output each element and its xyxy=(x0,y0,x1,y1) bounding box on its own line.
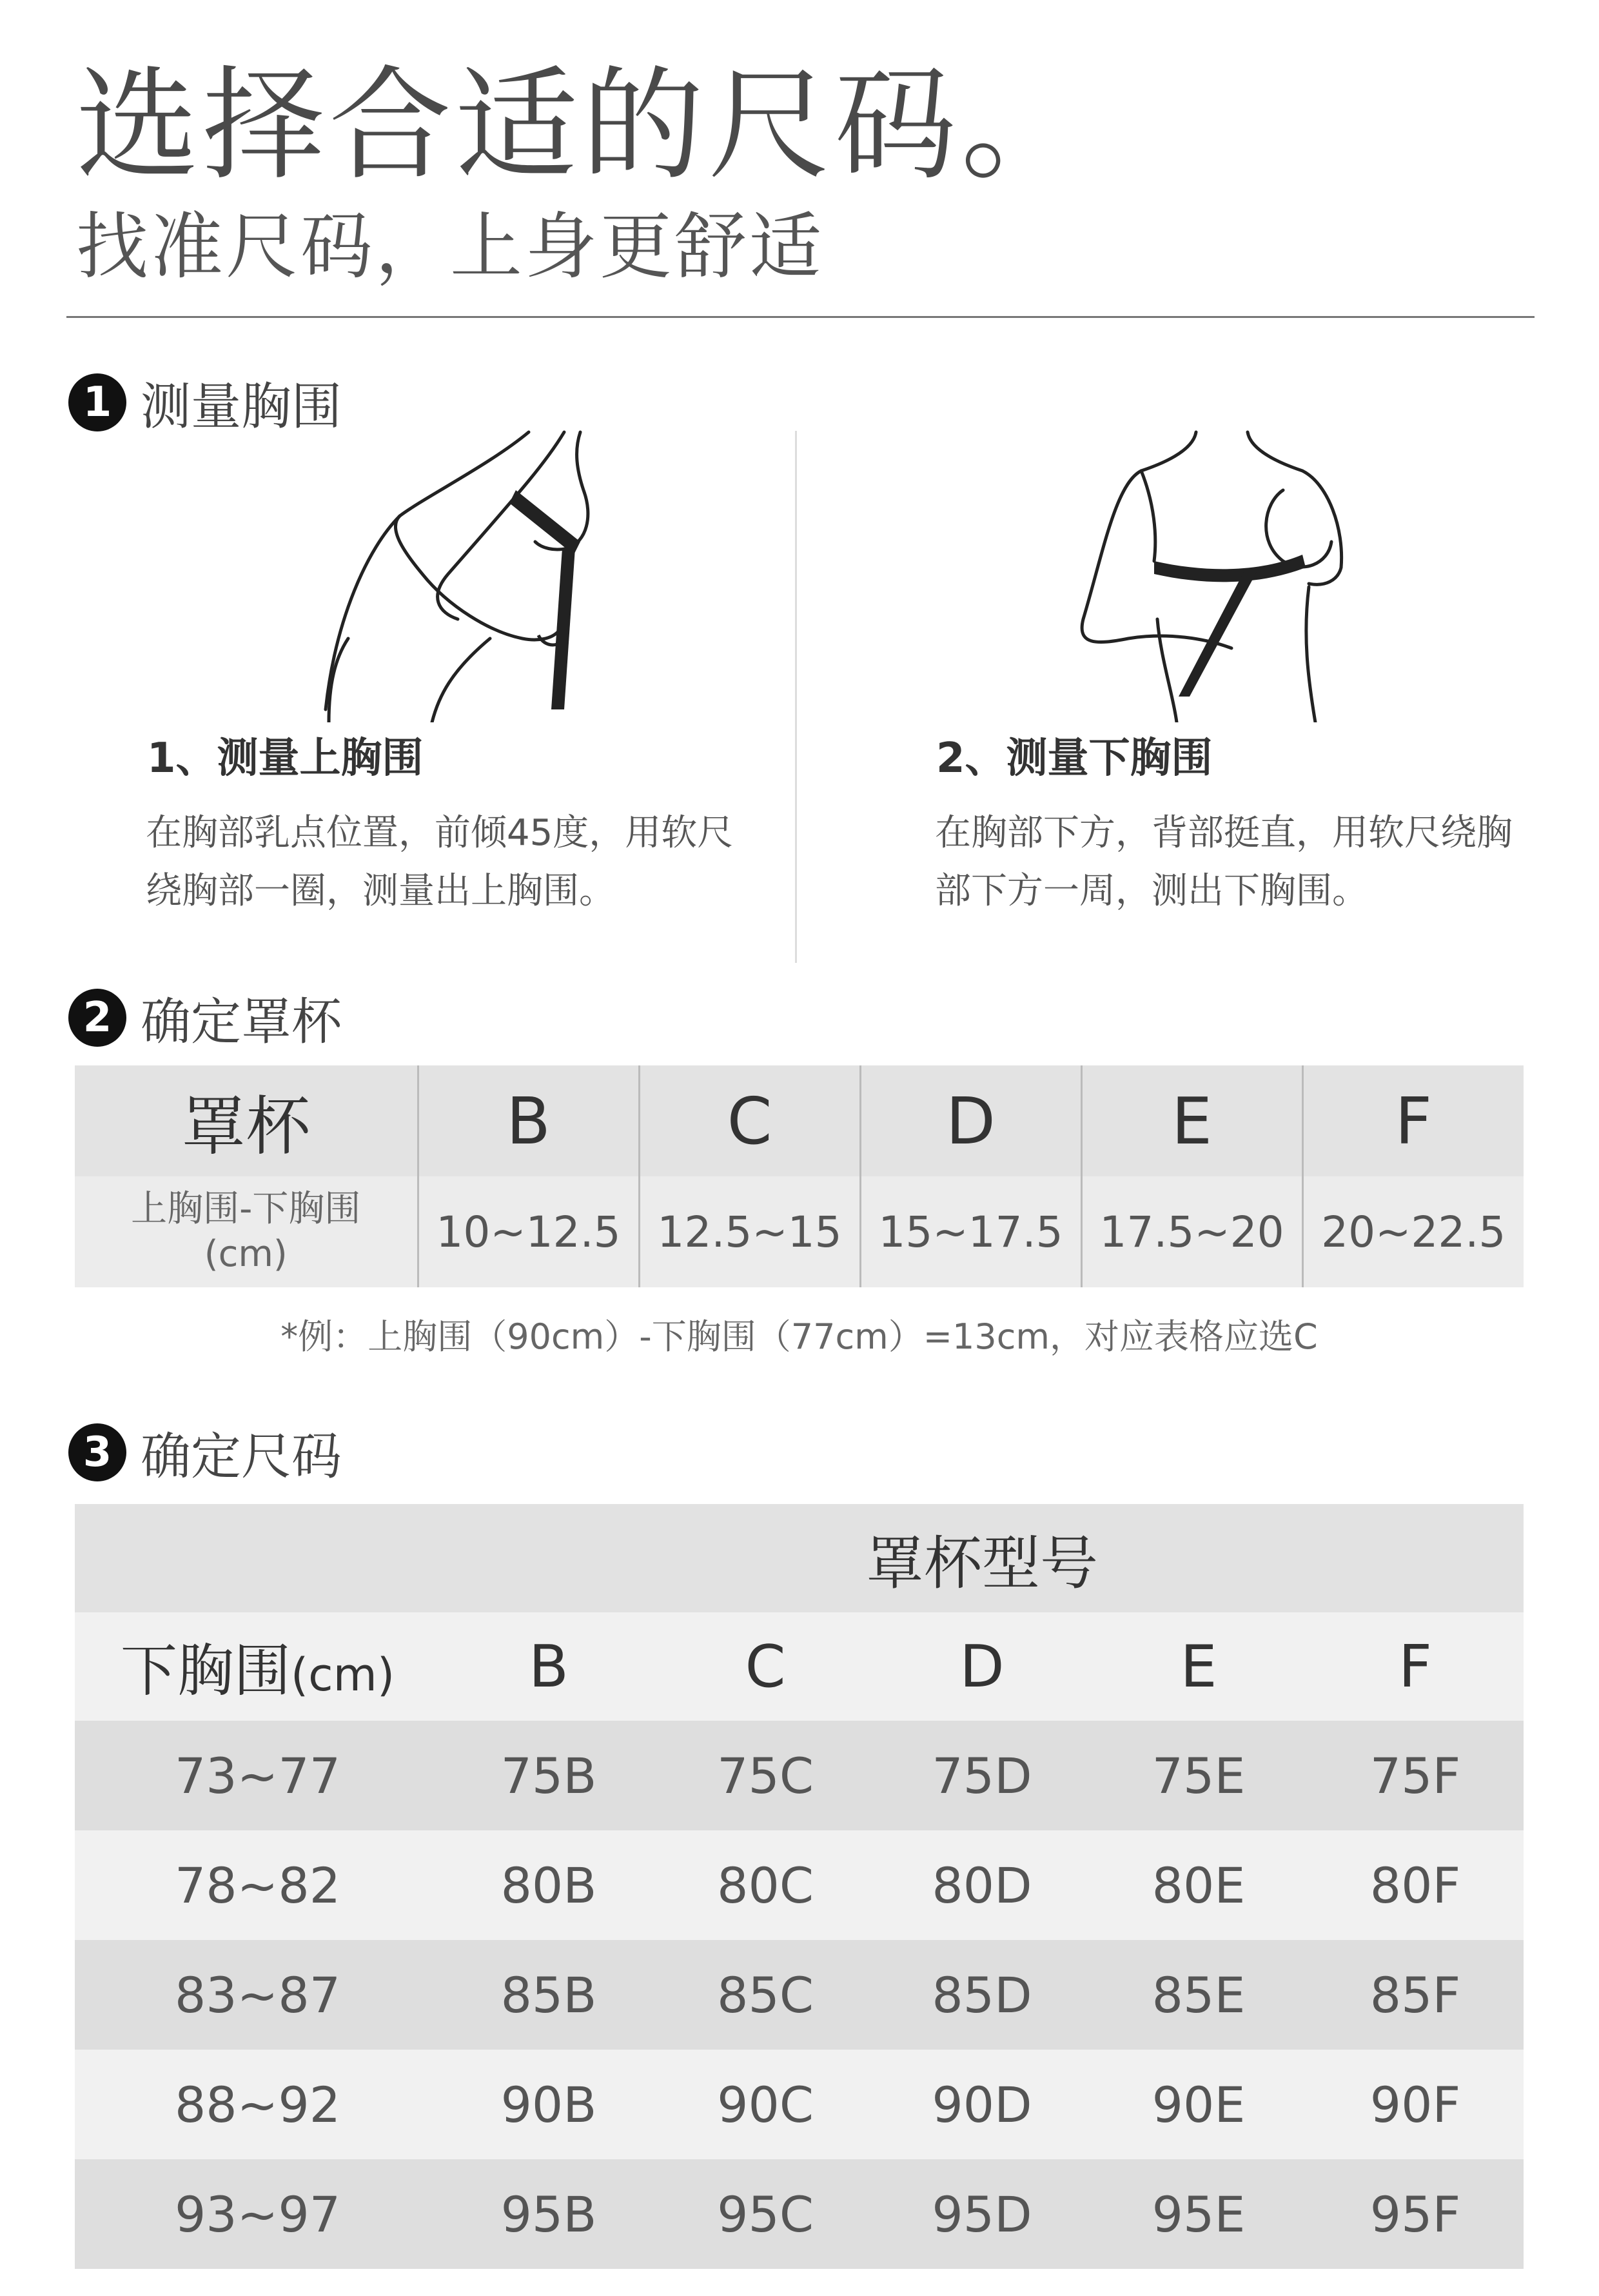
table-row xyxy=(75,2050,1524,2159)
size-header-b: B xyxy=(440,1612,657,1721)
table-row xyxy=(75,1830,1524,1940)
cup-table xyxy=(75,1065,1524,1287)
step-divider xyxy=(795,431,797,963)
size-cell: 95E xyxy=(1090,2159,1307,2269)
cup-header-f: F xyxy=(1302,1065,1524,1176)
cup-range-label xyxy=(75,1176,418,1287)
upper-bust-measure-illustration xyxy=(309,426,658,722)
section-1-title: 测量胸围 xyxy=(141,378,342,436)
step-1-title: 1、测量上胸围 xyxy=(147,735,424,782)
size-cell: 90F xyxy=(1307,2050,1524,2159)
underbust-range: 83~87 xyxy=(75,1940,440,2050)
underbust-range: 73~77 xyxy=(75,1721,440,1830)
size-type-header: 罩杯型号 xyxy=(440,1504,1524,1612)
size-cell: 85D xyxy=(874,1940,1090,2050)
cup-range-label-line1: 上胸围-下胸围 xyxy=(131,1188,361,1230)
size-cell: 75B xyxy=(440,1721,657,1830)
underbust-header-label: 下胸围 xyxy=(120,1638,291,1704)
size-cell: 95F xyxy=(1307,2159,1524,2269)
size-cell: 75C xyxy=(657,1721,874,1830)
cup-range-d: 15~17.5 xyxy=(860,1176,1081,1287)
cup-range-label-line2: (cm) xyxy=(204,1233,288,1275)
section-3-number-badge: 3 xyxy=(68,1423,126,1481)
cup-range-b: 10~12.5 xyxy=(418,1176,639,1287)
size-cell: 90E xyxy=(1090,2050,1307,2159)
size-cell: 90B xyxy=(440,2050,657,2159)
size-cell: 75E xyxy=(1090,1721,1307,1830)
section-3-title: 确定尺码 xyxy=(141,1428,342,1486)
size-cell: 95C xyxy=(657,2159,874,2269)
section-2-title: 确定罩杯 xyxy=(141,993,342,1051)
size-cell: 95D xyxy=(874,2159,1090,2269)
size-table xyxy=(75,1504,1524,2269)
section-2-number-badge: 2 xyxy=(68,989,126,1047)
size-cell: 85C xyxy=(657,1940,874,2050)
table-row xyxy=(75,1721,1524,1830)
page-title: 选择合适的尺码。 xyxy=(76,54,1088,197)
header-divider xyxy=(66,316,1535,318)
size-header-d: D xyxy=(874,1612,1090,1721)
size-cell: 80E xyxy=(1090,1830,1307,1940)
cup-range-f: 20~22.5 xyxy=(1302,1176,1524,1287)
cup-header-label: 罩杯 xyxy=(75,1065,418,1176)
step-1-description: 在胸部乳点位置，前倾45度，用软尺绕胸部一圈，测量出上胸围。 xyxy=(146,812,734,912)
underbust-range: 93~97 xyxy=(75,2159,440,2269)
section-3-heading xyxy=(68,1416,342,1489)
cup-range-c: 12.5~15 xyxy=(639,1176,860,1287)
cup-table-header-row xyxy=(75,1065,1524,1176)
size-header-e: E xyxy=(1090,1612,1307,1721)
size-table-type-row xyxy=(75,1504,1524,1612)
cup-header-c: C xyxy=(639,1065,860,1176)
size-cell: 80B xyxy=(440,1830,657,1940)
size-cell: 75D xyxy=(874,1721,1090,1830)
cup-header-e: E xyxy=(1081,1065,1302,1176)
size-cell: 85F xyxy=(1307,1940,1524,2050)
section-1-number-badge: 1 xyxy=(68,373,126,431)
page-subtitle: 找准尺码，上身更舒适 xyxy=(76,205,824,289)
size-cell: 80C xyxy=(657,1830,874,1940)
size-table-header-row xyxy=(75,1612,1524,1721)
size-type-spacer xyxy=(75,1504,440,1612)
section-2-heading xyxy=(68,982,342,1054)
size-cell: 80F xyxy=(1307,1830,1524,1940)
size-header-f: F xyxy=(1307,1612,1524,1721)
size-cell: 90C xyxy=(657,2050,874,2159)
step-2-description: 在胸部下方，背部挺直，用软尺绕胸部下方一周，测出下胸围。 xyxy=(935,812,1513,912)
underbust-header-unit: (cm) xyxy=(290,1648,395,1701)
size-header-c: C xyxy=(657,1612,874,1721)
underbust-range: 78~82 xyxy=(75,1830,440,1940)
lower-bust-measure-illustration xyxy=(1070,426,1380,722)
section-1-heading xyxy=(68,366,342,439)
table-row xyxy=(75,2159,1524,2269)
cup-header-d: D xyxy=(860,1065,1081,1176)
size-cell: 85E xyxy=(1090,1940,1307,2050)
cup-header-b: B xyxy=(418,1065,639,1176)
size-cell: 75F xyxy=(1307,1721,1524,1830)
size-cell: 95B xyxy=(440,2159,657,2269)
underbust-range: 88~92 xyxy=(75,2050,440,2159)
cup-range-e: 17.5~20 xyxy=(1081,1176,1302,1287)
underbust-header xyxy=(75,1612,440,1721)
cup-table-range-row xyxy=(75,1176,1524,1287)
step-2-title: 2、测量下胸围 xyxy=(936,735,1213,782)
size-cell: 85B xyxy=(440,1940,657,2050)
size-cell: 80D xyxy=(874,1830,1090,1940)
table-row xyxy=(75,1940,1524,2050)
cup-example-note: *例：上胸围（90cm）-下胸围（77cm）=13cm，对应表格应选C xyxy=(280,1316,1318,1357)
size-cell: 90D xyxy=(874,2050,1090,2159)
